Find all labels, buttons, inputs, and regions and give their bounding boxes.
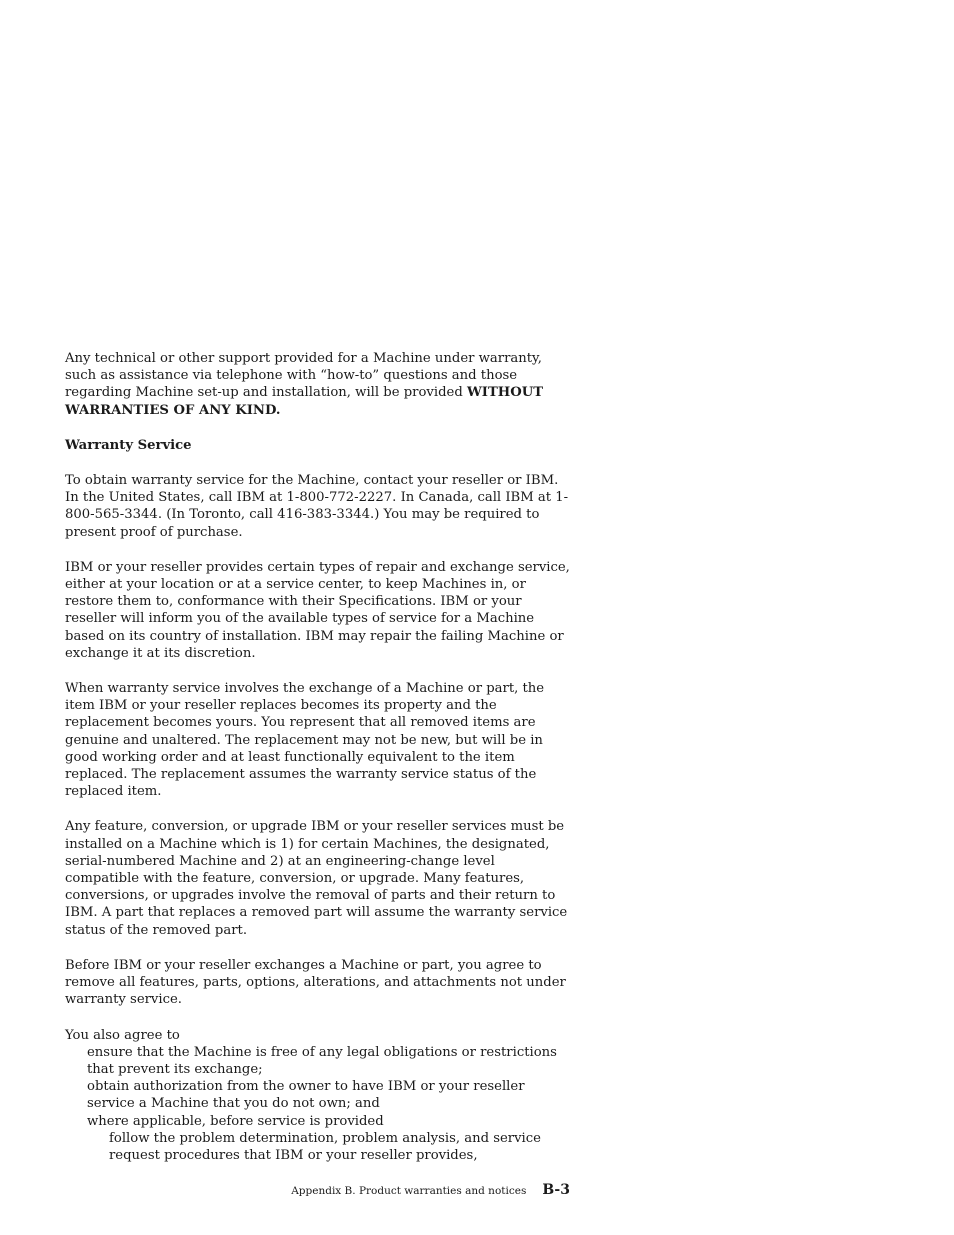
sub-list-item: follow the problem determination, problem analysis, and service request procedures that IBM or your reseller provides, [109,1130,541,1163]
footer-label: Appendix B. Product warranties and notices [291,1185,527,1197]
page-footer [0,1180,570,1201]
list-item: obtain authorization from the owner to have IBM or your reseller service a Machine that you do not own; and [87,1079,525,1112]
support-paragraph [65,350,573,419]
exchange-paragraph: When warranty service involves the exchange of a Machine or part, the item IBM or your reseller replaces becomes its property and the replacement becomes yours. You represent that all removed items are genuine and unaltered. The replacement may not be new, but will be in good working order and at least functionally equivalent to the item replaced. The replacement assumes the warranty service status of the replaced item. [65,681,545,800]
page-number: B-3 [542,1182,570,1198]
page-body [65,350,573,1164]
support-emphasis: WITHOUT WARRANTIES OF ANY KIND. [65,385,544,418]
support-text: Any technical or other support provided for a Machine under warranty, such as assistance via telephone with “how-to” questions and those regarding Machine set-up and installation, will be provided [65,351,542,401]
section-heading: Warranty Service [65,437,192,453]
obtain-service-paragraph: To obtain warranty service for the Machine, contact your reseller or IBM. In the United States, call IBM at 1-800-772-2227. In Canada, call IBM at 1-800-565-3344. (In Toronto, call 416-383-3344.) You may be required to present proof of purchase. [65,473,569,540]
repair-service-paragraph: IBM or your reseller provides certain types of repair and exchange service, either at your location or at a service center, to keep Machines in, or restore them to, conformance with their Specifications. IBM or your reseller will inform you of the available types of service for a Machine based on its country of installation. IBM may repair the failing Machine or exchange it at its discretion. [65,559,570,661]
before-exchange-paragraph: Before IBM or your reseller exchanges a Machine or part, you agree to remove all features, parts, options, alterations, and attachments not under warranty service. [65,957,566,1008]
list-item: ensure that the Machine is free of any legal obligations or restrictions that prevent its exchange; [87,1044,557,1077]
feature-upgrade-paragraph: Any feature, conversion, or upgrade IBM or your reseller services must be installed on a Machine which is 1) for certain Machines, the designated, serial-numbered Machine and 2) at an engineering-change level compatible with the feature, conversion, or upgrade. Many features, conversions, or upgrades involve the removal of parts and their return to IBM. A part that replaces a removed part will assume the warranty service status of the removed part. [65,819,568,938]
agree-lead: You also agree to [65,1027,180,1043]
agree-list [65,1027,573,1165]
list-item: where applicable, before service is provided [87,1113,384,1129]
